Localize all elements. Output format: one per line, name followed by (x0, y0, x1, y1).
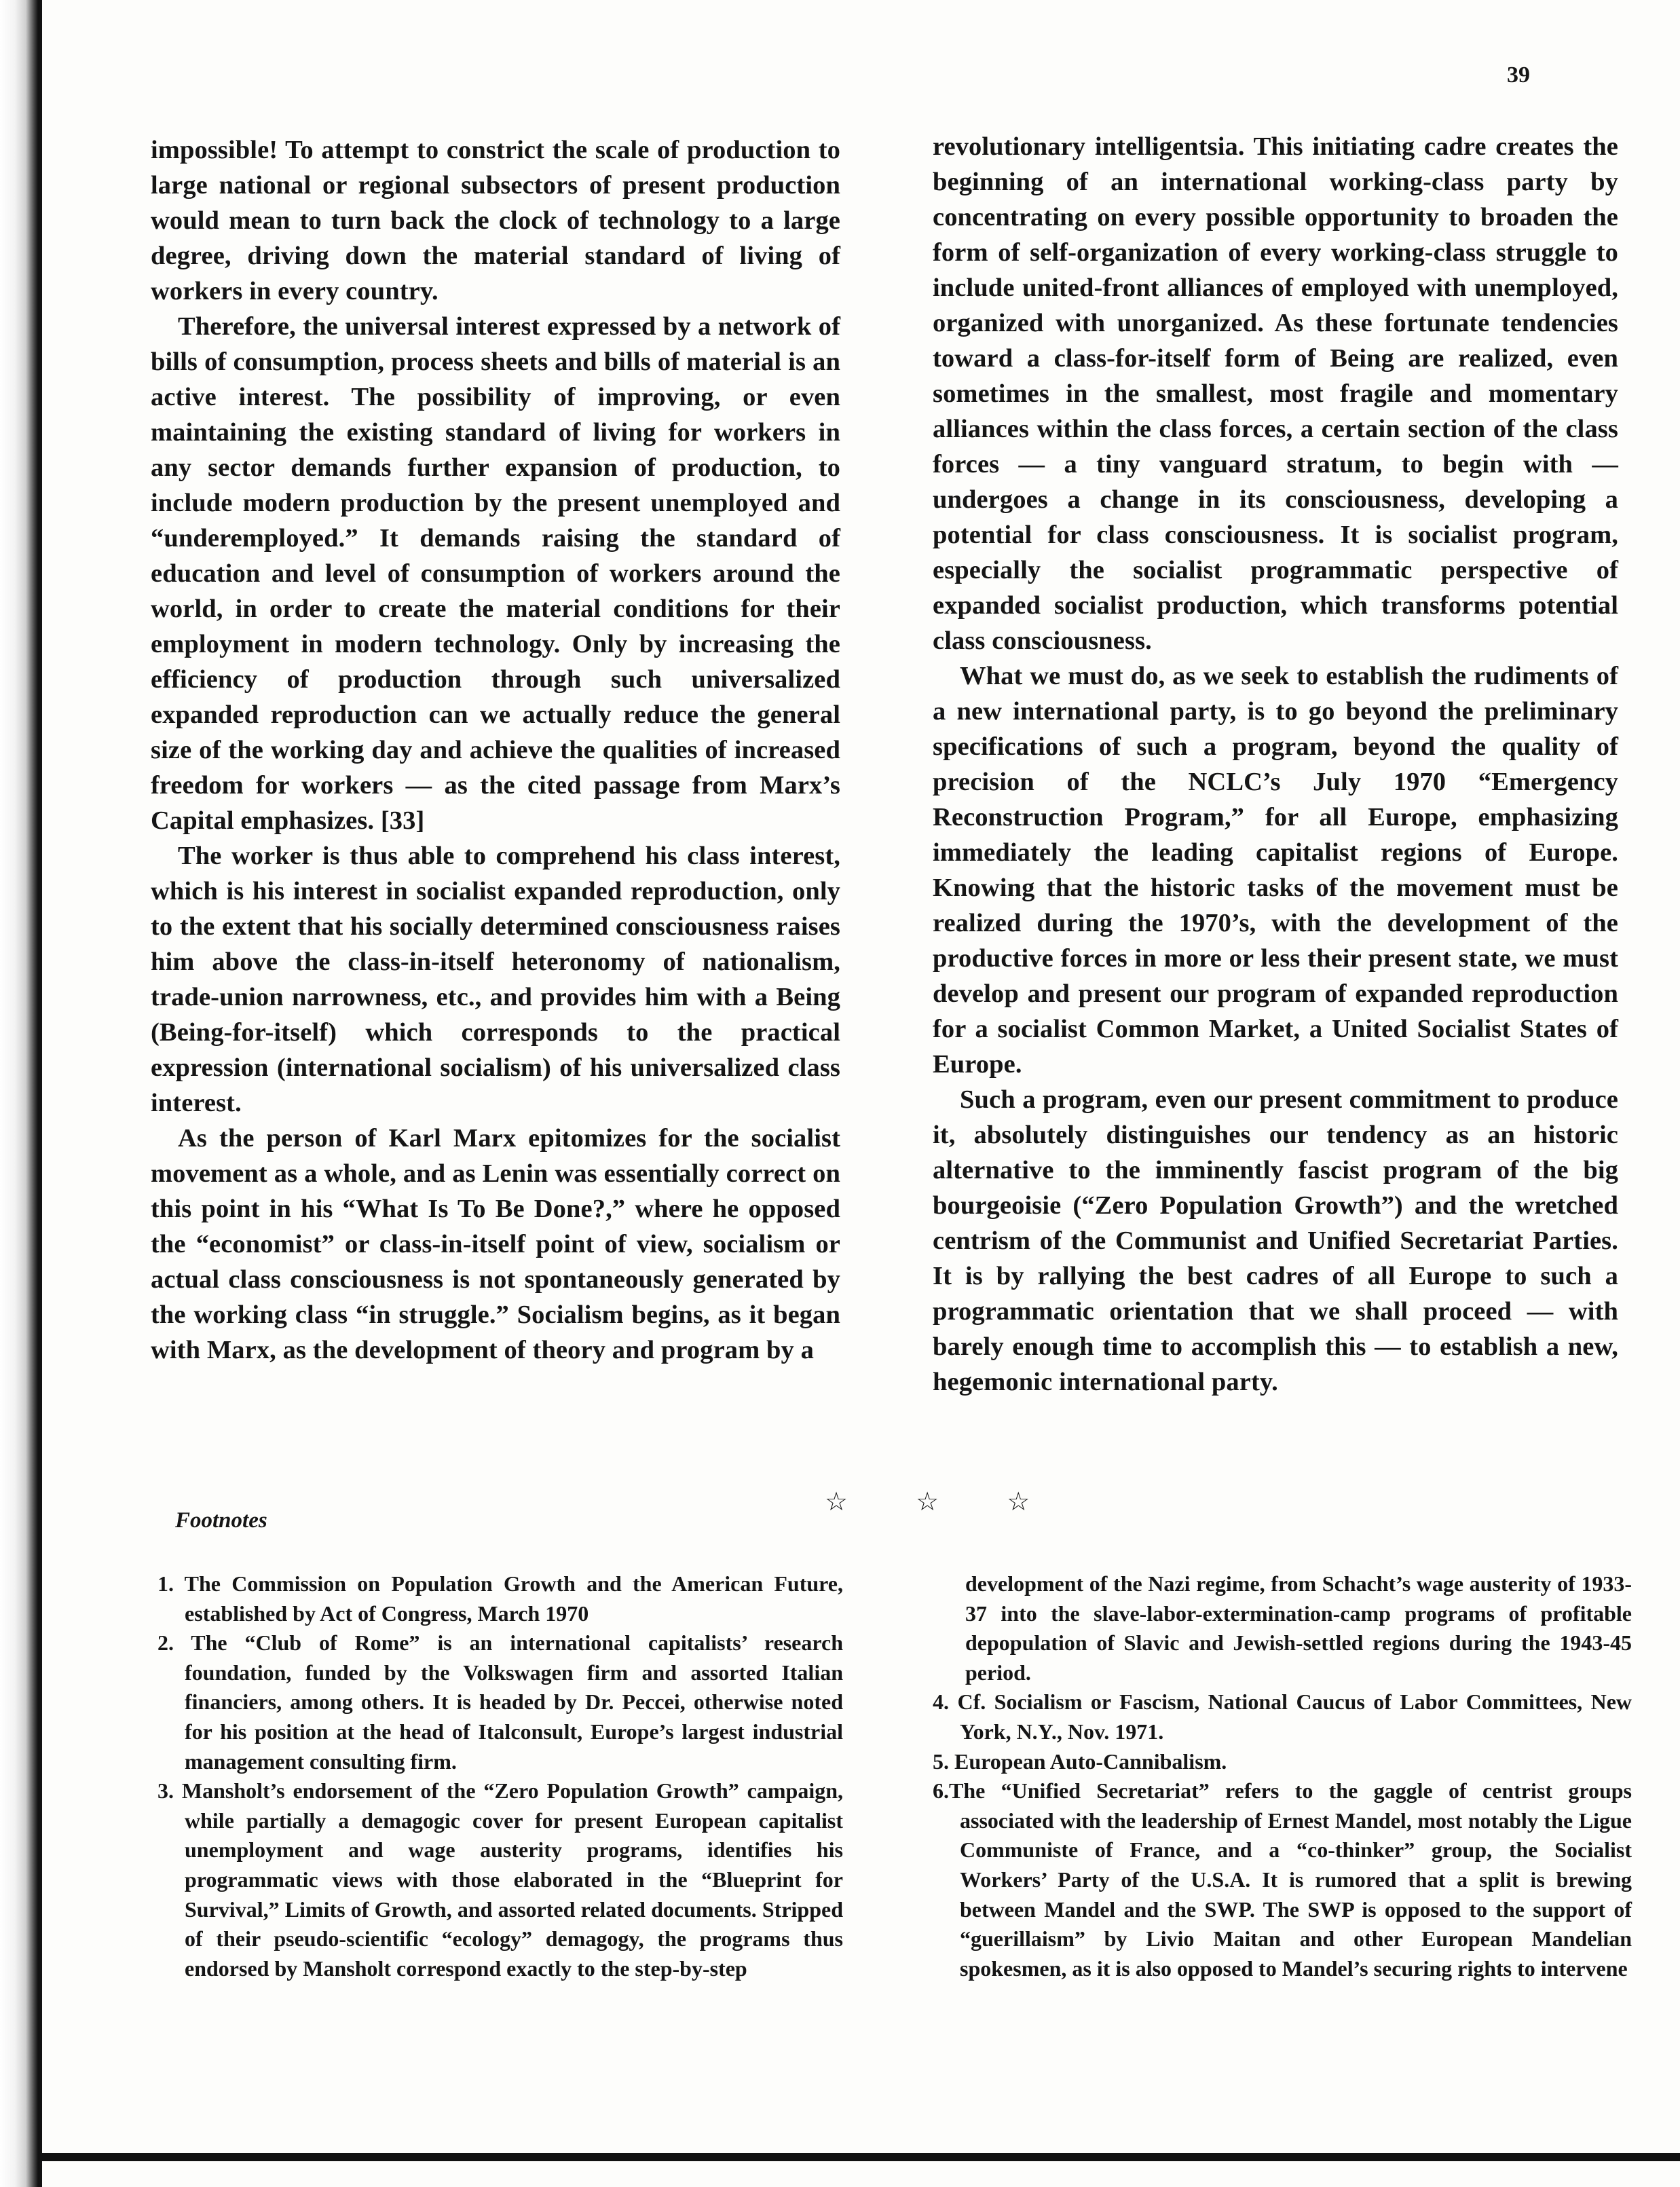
footnotes-right-column (933, 1569, 1632, 1983)
paragraph: impossible! To attempt to constrict the scale of production to large national or regional subsectors of present production would mean to turn back the clock of technology to a large degree, driving down the material standard of living of workers in every country. (151, 136, 840, 305)
footnote: 1. The Commission on Population Growth and the American Future, established by Act of Congress, March 1970 (157, 1571, 843, 1626)
page-number: 39 (1507, 62, 1530, 88)
footnote: 6.The “Unified Secretariat” refers to the gaggle of centrist groups associated with the leadership of Ernest Mandel, most notably the Ligue Communiste of France, and a “co-thinker” group, the Socialist Workers’ Party of the U.S.A. It is rumored that a split is brewing between Mandel and the SWP. The SWP is opposed to the support of “guerillaism” by Livio Maitan and other European Mandelian spokesmen, as it is also opposed to Mandel’s securing rights to intervene (933, 1778, 1632, 1981)
paragraph: Therefore, the universal interest expressed by a network of bills of consumption, process sheets and bills of material is an active interest. The possibility of improving, or even maintaining the existing standard of living for workers in any sector demands further expansion of production, to include modern production by the present unemployed and “underemployed.” It demands raising the standard of education and level of consumption of workers around the world, in order to create the material conditions for their employment in modern technology. Only by increasing the efficiency of production through such universalized expanded reproduction can we actually reduce the general size of the working day and achieve the qualities of increased freedom for workers — as the cited passage from Marx’s Capital emphasizes. [33] (151, 312, 840, 835)
footnotes-left-column (157, 1569, 843, 1983)
footnotes-heading: Footnotes (175, 1508, 267, 1533)
footnote: 2. The “Club of Rome” is an international capitalists’ research foundation, funded by the Volkswagen firm and assorted Italian financiers, among others. It is headed by Dr. Peccei, otherwise noted for his position at the head of Italconsult, Europe’s largest industrial management consulting firm. (157, 1630, 843, 1774)
section-break-stars: ☆ ☆ ☆ (825, 1487, 1060, 1516)
footnote-continuation: development of the Nazi regime, from Schacht’s wage austerity of 1933-37 into the slave-labor-extermination-camp programs of profitable depopulation of Slavic and Jewish-settled regions during the 1943-45 period. (965, 1571, 1632, 1685)
paragraph: The worker is thus able to comprehend his class interest, which is his interest in socialist expanded reproduction, only to the extent that his socially determined consciousness raises him above the class-in-itself heteronomy of nationalism, trade-union narrowness, etc., and provides him with a Being (Being-for-itself) which corresponds to the practical expression (international socialism) of his universalized class interest. (151, 842, 840, 1117)
footnote: 5. European Auto-Cannibalism. (933, 1749, 1227, 1774)
paragraph: revolutionary intelligentsia. This initiating cadre creates the beginning of an international working-class party by concentrating on every possible opportunity to broaden the form of self-organization of every working-class struggle to include united-front alliances of employed with unemployed, organized with unorganized. As these fortunate tendencies toward a class-for-itself form of Being are realized, even sometimes in the smallest, most fragile and momentary alliances within the class forces, a certain section of the class forces — a tiny vanguard stratum, to begin with — undergoes a change in its consciousness, developing a potential for class consciousness. It is socialist program, especially the socialist programmatic perspective of expanded socialist production, which transforms potential class consciousness. (933, 132, 1618, 655)
scanned-page-edge (0, 0, 42, 2187)
left-text-column (151, 132, 840, 1368)
footnote: 3. Mansholt’s endorsement of the “Zero Population Growth” campaign, while partially a demagogic cover for present European capitalist unemployment and wage austerity programs, identifies his programmatic views with those elaborated in the “Blueprint for Survival,” Limits of Growth, and assorted related documents. Stripped of their pseudo-scientific “ecology” demagogy, the programs thus endorsed by Mansholt correspond exactly to the step-by-step (157, 1778, 843, 1981)
paragraph: Such a program, even our present commitment to produce it, absolutely distinguishes our tendency as an historic alternative to the imminently fascist program of the big bourgeoisie (“Zero Population Growth”) and the wretched centrism of the Communist and Unified Secretariat Parties. It is by rallying the best cadres of all Europe to such a programmatic orientation that we shall proceed — with barely enough time to accomplish this — to establish a new, hegemonic international party. (933, 1085, 1618, 1396)
paragraph: What we must do, as we seek to establish the rudiments of a new international party, is to go beyond the preliminary specifications of such a program, beyond the quality of precision of the NCLC’s July 1970 “Emergency Reconstruction Program,” for all Europe, emphasizing immediately the leading capitalist regions of Europe. Knowing that the historic tasks of the movement must be realized during the 1970’s, with the development of the productive forces in more or less their present state, we must develop and present our program of expanded reproduction for a socialist Common Market, a United Socialist States of Europe. (933, 662, 1618, 1079)
footnote: 4. Cf. Socialism or Fascism, National Caucus of Labor Committees, New York, N.Y., Nov. 1971. (933, 1689, 1632, 1744)
right-text-column (933, 129, 1618, 1400)
paragraph: As the person of Karl Marx epitomizes for the socialist movement as a whole, and as Lenin was essentially correct on this point in his “What Is To Be Done?,” where he opposed the “economist” or class-in-itself point of view, socialism or actual class consciousness is not spontaneously generated by the working class “in struggle.” Socialism begins, as it began with Marx, as the development of theory and program by a (151, 1124, 840, 1364)
bottom-rule (42, 2153, 1680, 2161)
